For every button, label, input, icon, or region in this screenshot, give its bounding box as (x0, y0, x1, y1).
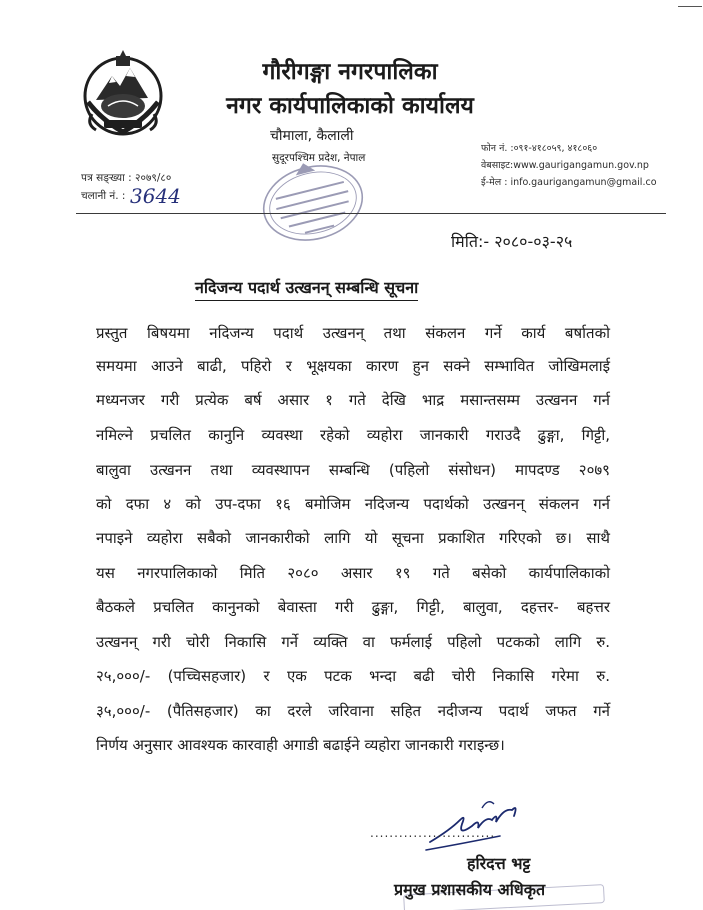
signer-name: हरिदत्त भट्ट (467, 854, 531, 873)
signer-title: प्रमुख प्रशासकीय अधिकृत (394, 880, 546, 899)
scan-corner-mark (678, 6, 702, 7)
body-line: ३५,०००/- (पैतिसहजार) का दरले जरिवाना सहित नदीजन्य पदार्थ जफत गर्ने (96, 702, 610, 720)
body-line: २५,०००/- (पच्चिसहजार) र एक पटक भन्दा बढी चोरी निकासि गरेमा रु. (96, 667, 610, 685)
body-line: निर्णय अनुसार आवश्यक कारवाही अगाडी बढाईने व्यहोरा जानकारी गराइन्छ। (96, 736, 505, 754)
office-name: नगर कार्यपालिकाको कार्यालय (226, 93, 474, 119)
body-line: बालुवा उत्खनन तथा व्यवस्थापन सम्बन्धि (पहिलो संसोधन) मापदण्ड २०७९ (96, 461, 610, 479)
chalani-number: 3644 (130, 184, 181, 208)
nepal-emblem-icon (82, 50, 164, 136)
chalani-label: चलानी नं. : (81, 190, 126, 202)
office-stamp-icon (258, 160, 368, 246)
address-city: चौमाला, कैलाली (270, 128, 354, 144)
header-divider (76, 213, 666, 214)
address-province: सुदूरपश्चिम प्रदेश, नेपाल (272, 152, 366, 164)
signature-line: .......................... (370, 826, 496, 840)
contact-website: वेबसाइट:www.gaurigangamun.gov.np (481, 160, 649, 171)
handwritten-signature (420, 790, 530, 860)
contact-email: ई-मेल : info.gaurigangamun@gmail.co (481, 177, 657, 188)
body-line: समयमा आउने बाढी, पहिरो र भूक्षयका कारण हुन सक्ने सम्भावित जोखिमलाई (96, 357, 610, 375)
body-line: नमिल्ने प्रचलित कानुनि व्यवस्था रहेको व्यहोरा जानकारी गराउदै ढुङ्गा, गिट्टी, (96, 426, 610, 444)
body-line: यस नगरपालिकाको मिति २०८० असार १९ गते बसेको कार्यपालिकाको (96, 564, 610, 582)
contact-phone: फोन नं. :०९१-४१८०५९, ४१८०६० (481, 143, 598, 154)
org-name: गौरीगङ्गा नगरपालिका (262, 59, 438, 85)
body-line: नपाइने व्यहोरा सबैको जानकारीको लागि यो सूचना प्रकाशित गरिएको छ। साथै (96, 529, 610, 547)
letter-subject: नदिजन्य पदार्थ उत्खनन् सम्बन्धि सूचना (195, 276, 418, 301)
body-line: को दफा ४ को उप-दफा १६ बमोजिम नदिजन्य पदार्थको उत्खनन् संकलन गर्न (96, 495, 610, 513)
body-line: प्रस्तुत बिषयमा नदिजन्य पदार्थ उत्खनन् तथा संकलन गर्ने कार्य बर्षातको (96, 324, 610, 342)
letter-date: मिति:- २०८०-०३-२५ (451, 232, 573, 251)
body-line: मध्यनजर गरी प्रत्येक बर्ष असार १ गते देखि भाद्र मसान्तसम्म उत्खनन गर्न (96, 391, 610, 409)
body-line: बैठकले प्रचलित कानुनको बेवास्ता गरी ढुङ्गा, गिट्टी, बालुवा, दहत्तर- बहत्तर (96, 598, 610, 616)
body-line: उत्खनन् गरी चोरी निकासि गर्ने व्यक्ति वा फर्मलाई पहिलो पटकको लागि रु. (96, 633, 610, 651)
patra-sankhya: पत्र सङ्ख्या : २०७९/८० (81, 172, 172, 184)
